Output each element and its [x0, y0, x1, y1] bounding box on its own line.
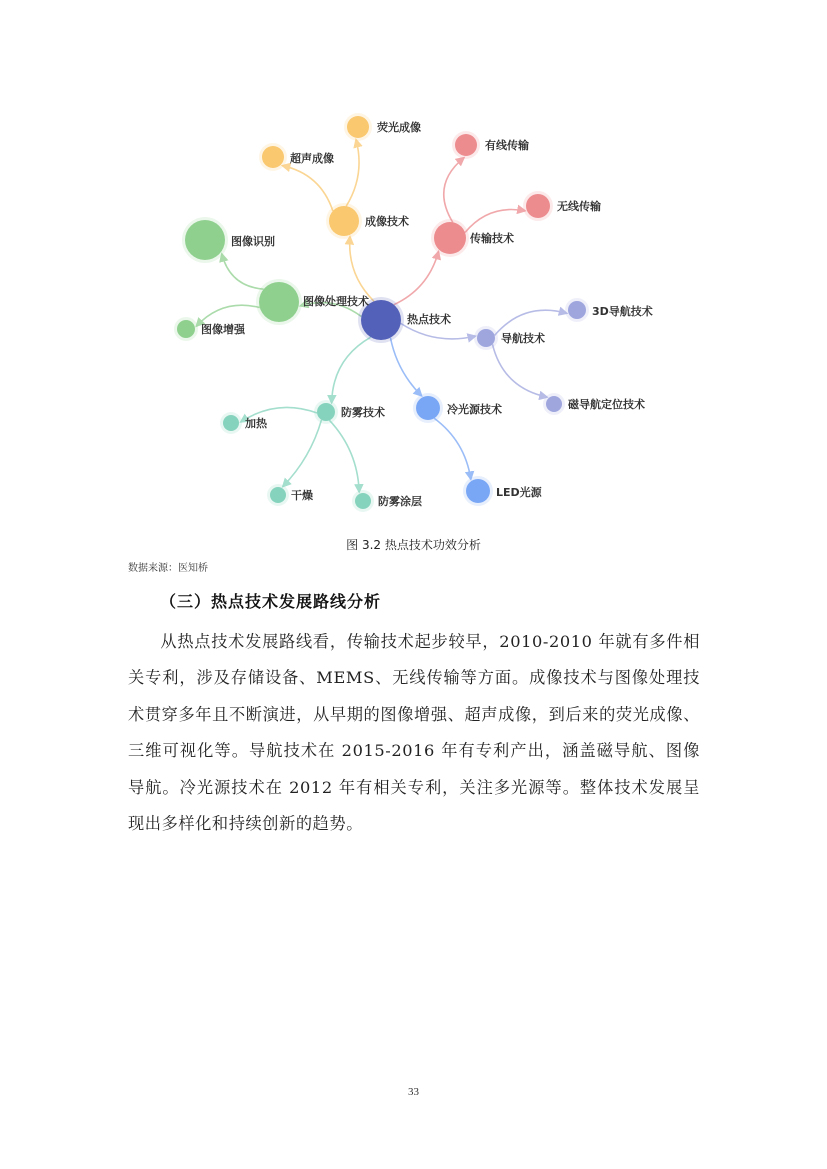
node-label-imaging: 成像技术: [365, 215, 409, 228]
node-label-center: 热点技术: [407, 313, 451, 326]
edge-center-coldlight: [390, 338, 421, 396]
node-drying: [267, 484, 313, 506]
node-led: [463, 476, 543, 506]
node-navigation: [474, 326, 545, 350]
node-circle-wired: [455, 134, 477, 156]
node-label-recognition: 图像识别: [231, 235, 275, 248]
node-fluorescence: [344, 113, 421, 141]
edge-imgproc-recognition: [222, 254, 264, 289]
hotspot-technology-diagram: [0, 0, 827, 530]
edge-coldlight-led: [434, 418, 471, 479]
node-circle-heating: [223, 415, 239, 431]
edge-center-antifog: [332, 337, 371, 402]
node-label-enhance: 图像增强: [201, 323, 245, 336]
node-circle-fluorescence: [347, 116, 369, 138]
node-wireless: [523, 191, 601, 221]
node-label-heating: 加热: [245, 417, 267, 430]
node-circle-antifog: [317, 403, 335, 421]
node-wired: [452, 131, 529, 159]
node-circle-imgproc: [259, 282, 299, 322]
node-label-drying: 干燥: [291, 489, 313, 502]
edge-navigation-magnav: [492, 344, 546, 397]
edge-imaging-ultrasound: [283, 166, 333, 211]
node-label-wireless: 无线传输: [557, 200, 601, 213]
edge-antifog-coating: [329, 420, 359, 491]
node-label-antifog: 防雾技术: [341, 406, 385, 419]
edge-antifog-drying: [283, 420, 321, 487]
node-coating: [352, 490, 422, 512]
node-heating: [220, 412, 268, 434]
node-circle-recognition: [185, 220, 225, 260]
node-enhance: [174, 317, 246, 341]
node-circle-navigation: [477, 329, 495, 347]
node-recognition: [182, 217, 275, 263]
node-circle-transmission: [434, 222, 466, 254]
node-label-magnav: 磁导航定位技术: [568, 398, 645, 411]
node-magnav: [543, 393, 645, 415]
node-circle-wireless: [526, 194, 550, 218]
node-center: [358, 297, 451, 343]
node-circle-nav3d: [568, 301, 586, 319]
edge-center-transmission: [394, 252, 439, 305]
section-heading: （三）热点技术发展路线分析: [160, 592, 382, 611]
node-imaging: [326, 203, 409, 239]
node-label-nav3d: 3D导航技术: [592, 305, 653, 318]
edge-transmission-wired: [444, 158, 464, 222]
node-label-coating: 防雾涂层: [378, 495, 422, 508]
node-circle-ultrasound: [262, 146, 284, 168]
node-ultrasound: [259, 143, 334, 171]
node-circle-coating: [355, 493, 371, 509]
node-circle-enhance: [177, 320, 195, 338]
node-circle-coldlight: [416, 396, 440, 420]
node-label-wired: 有线传输: [485, 139, 529, 152]
edge-transmission-wireless: [465, 209, 525, 232]
node-coldlight: [413, 393, 502, 423]
node-label-coldlight: 冷光源技术: [447, 403, 502, 416]
data-source: 数据来源：医知桥: [128, 563, 208, 574]
node-label-transmission: 传输技术: [470, 232, 514, 245]
figure-caption: 图 3.2 热点技术功效分析: [346, 538, 481, 552]
node-label-fluorescence: 荧光成像: [377, 121, 421, 134]
page-number: 33: [408, 1086, 419, 1098]
edge-imaging-fluorescence: [346, 140, 359, 206]
edge-center-imaging: [350, 237, 374, 301]
node-antifog: [314, 400, 385, 424]
node-label-ultrasound: 超声成像: [290, 152, 334, 165]
node-circle-led: [466, 479, 490, 503]
nodes-layer: [174, 113, 653, 512]
body-paragraph: 从热点技术发展路线看，传输技术起步较早，2010-2010 年就有多件相关专利，涉及存储设备、MEMS、无线传输等方面。成像技术与图像处理技术贯穿多年且不断演进，从早期的图像增强、超声成像，到后来的荧光成像、三维可视化等。导航技术在 2015-2016 年有专利产出，涵盖磁导航、图像导航。冷光源技术在 2012 年有相关专利，关注多光源等。整体技术发展呈现出多样化和持续创新的趋势。: [128, 632, 700, 834]
node-imgproc: [256, 279, 369, 325]
node-nav3d: [565, 298, 653, 322]
node-label-navigation: 导航技术: [501, 332, 545, 345]
node-circle-magnav: [546, 396, 562, 412]
node-circle-drying: [270, 487, 286, 503]
node-label-imgproc: 图像处理技术: [303, 295, 369, 308]
node-label-led: LED光源: [496, 486, 542, 499]
node-circle-imaging: [329, 206, 359, 236]
